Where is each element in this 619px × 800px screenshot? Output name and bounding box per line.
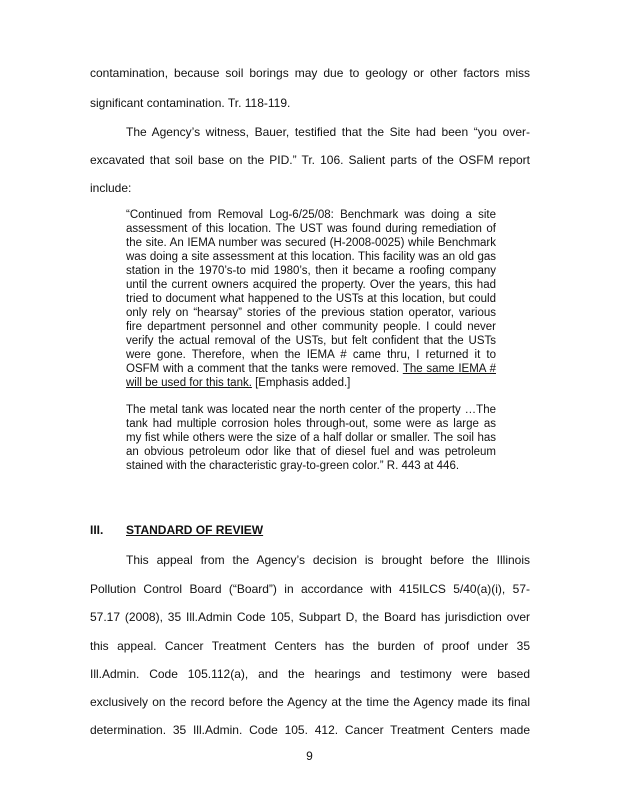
paragraph-line: significant contamination. Tr. 118-119.: [90, 96, 291, 110]
quote-paragraph-2: The metal tank was located near the north center of the property …The tank had multiple corrosion holes through-out, some were as large as my fist while others were the size of a half dollar or smaller. The soil has an obvious petroleum odor like that of diesel fuel and was petroleum stained with the characteristic gray-to-green color.” R. 443 at 446.: [126, 404, 496, 472]
paragraph-line: Pollution Control Board (“Board”) in accordance with 415ILCS 5/40(a)(i), 57-: [90, 582, 530, 596]
quote-emphasis-note: [Emphasis added.]: [251, 377, 351, 389]
paragraph-line: 57.17 (2008), 35 Ill.Admin Code 105, Subpart D, the Board has jurisdiction over: [90, 610, 530, 624]
paragraph-line: excavated that soil base on the PID.” Tr. 106. Salient parts of the OSFM report: [90, 153, 530, 167]
section-number: III.: [90, 523, 104, 537]
paragraph-line: Ill.Admin. Code 105.112(a), and the hearings and testimony were based: [90, 667, 530, 681]
block-quote: [126, 208, 496, 473]
section-heading: STANDARD OF REVIEW: [126, 523, 264, 537]
quote-text: “Continued from Removal Log-6/25/08: Benchmark was doing a site assessment of this location. The UST was found during remediation of the site. An IEMA number was secured (H-2008-0025) while Benchmark was doing a site assessment at this location. This facility was an old gas station in the 1970’s-to mid 1980’s, then it became a roofing company until the current owners acquired the property. Over the years, this had tried to document what happened to the USTs at this location, but could only rely on “hearsay” stories of the previous station operator, various fire department personnel and other community people. I could never verify the actual removal of the USTs, but felt confident that the USTs were gone. Therefore, when the IEMA # came thru, I returned it to OSFM with a comment that the tanks were removed.: [126, 209, 496, 375]
quote-underlined-text: The same IEMA # will be used for this tank.: [126, 363, 497, 389]
page-number: 9: [306, 749, 313, 763]
paragraph-line: include:: [90, 181, 132, 195]
paragraph-line: this appeal. Cancer Treatment Centers has the burden of proof under 35: [90, 639, 530, 653]
paragraph-line: This appeal from the Agency’s decision is brought before the Illinois: [126, 553, 530, 567]
quote-paragraph-1: [126, 208, 496, 390]
paragraph-line: contamination, because soil borings may due to geology or other factors miss: [90, 66, 530, 80]
paragraph-line: determination. 35 Ill.Admin. Code 105. 412. Cancer Treatment Centers made: [90, 723, 530, 737]
paragraph-line: The Agency’s witness, Bauer, testified that the Site had been “you over-: [126, 125, 530, 139]
paragraph-line: exclusively on the record before the Agency at the time the Agency made its final: [90, 695, 530, 709]
